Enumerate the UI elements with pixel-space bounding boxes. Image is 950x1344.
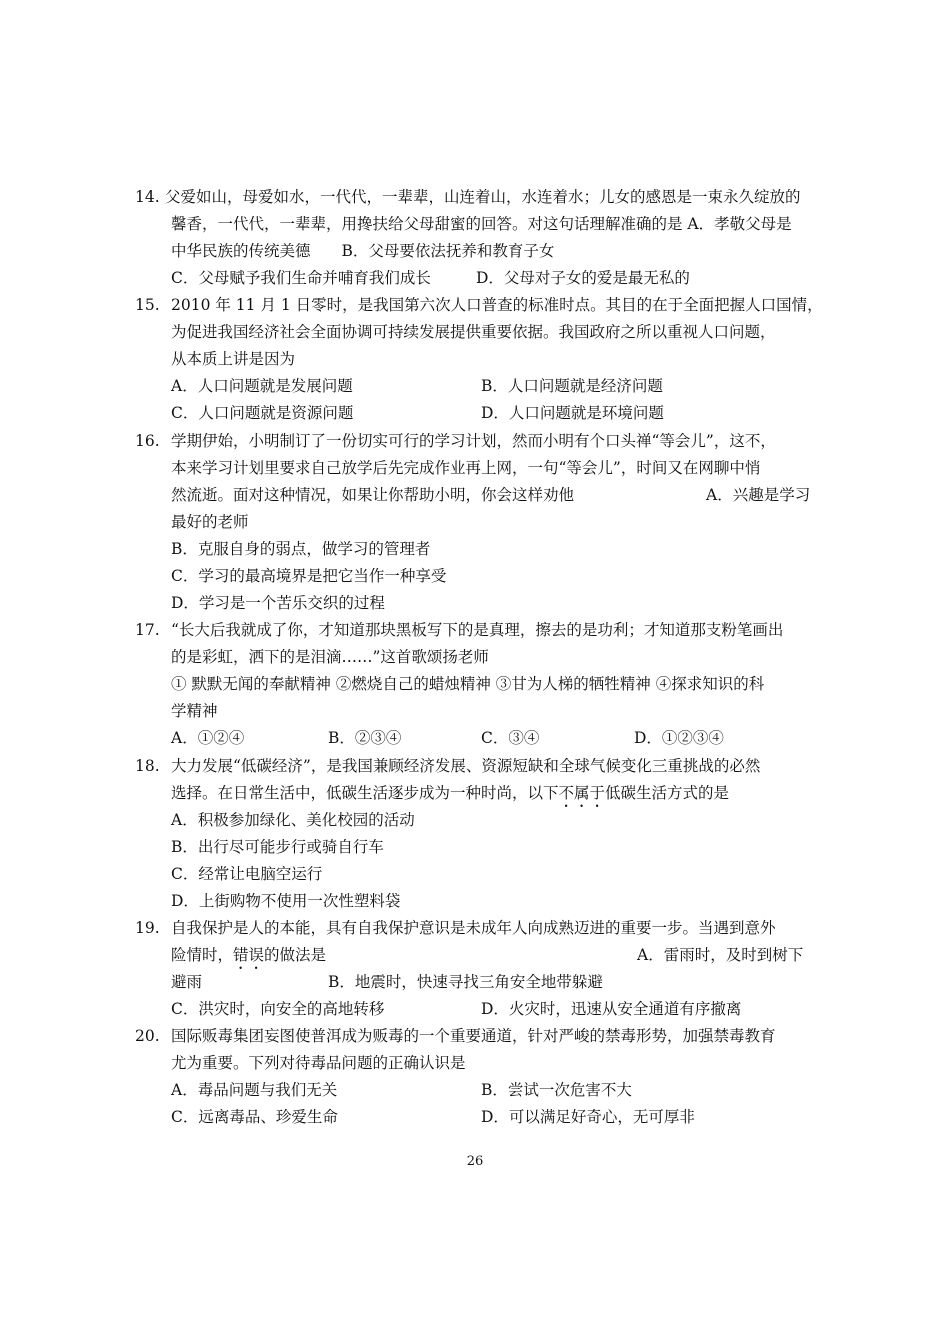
option-b: B．尝试一次危害不大 [481,1081,632,1099]
question-text-line: ① 默默无闻的奉献精神 ②燃烧自己的蜡烛精神 ③甘为人梯的牺牲精神 ④探求知识的科 [171,675,765,693]
option-a: A．雷雨时，及时到树下 [637,946,804,964]
option-c: C．学习的最高境界是把它当作一种享受 [171,567,447,585]
question-text-line: 最好的老师 [171,513,249,531]
option-a: A．毒品问题与我们无关 [171,1081,338,1099]
question-text-line: 本来学习计划里要求自己放学后先完成作业再上网，一句“等会儿”，时间又在网聊中悄 [171,459,761,477]
option-a: A．①②④ [171,729,245,747]
option-d: D．可以满足好奇心，无可厚非 [481,1108,695,1126]
option-d: D．上街购物不使用一次性塑料袋 [171,892,401,910]
question-text-line: 尤为重要。下列对待毒品问题的正确认识是 [171,1054,466,1072]
option-d: D．父母对子女的爱是最无私的 [476,269,690,287]
option-b: B．克服自身的弱点，做学习的管理者 [171,540,431,558]
question-text-line: 然流逝。面对这种情况，如果让你帮助小明，你会这样劝他 [171,486,575,504]
question-text-line: 险情时，错误的做法是 [171,946,327,964]
question-text-line: 父爱如山，母爱如水，一代代，一辈辈，山连着山，水连着水；儿女的感恩是一束永久绽放的 [165,188,801,206]
option-b: B．出行尽可能步行或骑自行车 [171,838,384,856]
option-d: D．火灾时，迅速从安全通道有序撤离 [481,1000,742,1018]
question-text-line: 从本质上讲是因为 [171,350,296,368]
question-text-line: 国际贩毒集团妄图使普洱成为贩毒的一个重要通道，针对严峻的禁毒形势，加强禁毒教育 [171,1027,776,1045]
question-text-line: “长大后我就成了你，才知道那块黑板写下的是真理，擦去的是功利；才知道那支粉笔画出 [171,621,784,639]
option-c: C．③④ [481,729,540,747]
question-number: 15. [135,296,160,314]
question-number: 17. [135,621,160,639]
question-text-line: 学期伊始，小明制订了一份切实可行的学习计划，然而小明有个口头禅“等会儿”，这不， [171,432,776,450]
question-number: 16. [135,432,160,450]
option-b: B．②③④ [328,729,402,747]
option-a: A．人口问题就是发展问题 [171,377,353,395]
option-a: A．积极参加绿化、美化校园的活动 [171,811,415,829]
question-text-line: 自我保护是人的本能，具有自我保护意识是未成年人向成熟迈进的重要一步。当遇到意外 [171,919,776,937]
option-a: A．兴趣是学习 [706,486,811,504]
question-text-line: 选择。在日常生活中，低碳生活逐步成为一种时尚，以下不属于低碳生活方式的是 [171,784,730,802]
question-text-line: 2010 年 11 月 1 日零时，是我国第六次人口普查的标准时点。其目的在于全面把握人口国情， [171,296,823,314]
question-number: 14. [135,188,160,206]
question-text-line: 的是彩虹，洒下的是泪滴……”这首歌颂扬老师 [171,648,489,666]
question-text-line: 大力发展“低碳经济”，是我国兼顾经济发展、资源短缺和全球气候变化三重挑战的必然 [171,757,761,775]
option-c: C．远离毒品、珍爱生命 [171,1108,338,1126]
option-c: C．父母赋予我们生命并哺育我们成长 [171,269,431,287]
question-text-line: 避雨 [171,973,203,991]
emphasized-text: 不属于 [558,784,606,802]
question-text-line: 中华民族的传统美德 B．父母要依法抚养和教育子女 [171,242,555,260]
question-text-line: 为促进我国经济社会全面协调可持续发展提供重要依据。我国政府之所以重视人口问题， [171,323,776,341]
option-c: C．洪灾时，向安全的高地转移 [171,1000,385,1018]
question-text-line: 馨香，一代代，一辈辈，用搀扶给父母甜蜜的回答。对这句话理解准确的是 A．孝敬父母是 [171,215,792,233]
option-d: D．①②③④ [634,729,724,747]
option-c: C．人口问题就是资源问题 [171,404,354,422]
option-d: D．学习是一个苦乐交织的过程 [171,594,385,612]
question-text-line: 学精神 [171,702,218,720]
option-b: B．人口问题就是经济问题 [481,377,663,395]
option-b: B．地震时，快速寻找三角安全地带躲避 [328,973,603,991]
question-number: 19. [135,919,160,937]
page-number: 26 [466,1154,484,1169]
option-c: C．经常让电脑空运行 [171,865,323,883]
question-number: 20. [135,1027,160,1045]
emphasized-text: 错误 [233,946,265,964]
option-d: D．人口问题就是环境问题 [481,404,664,422]
question-number: 18. [135,757,160,775]
